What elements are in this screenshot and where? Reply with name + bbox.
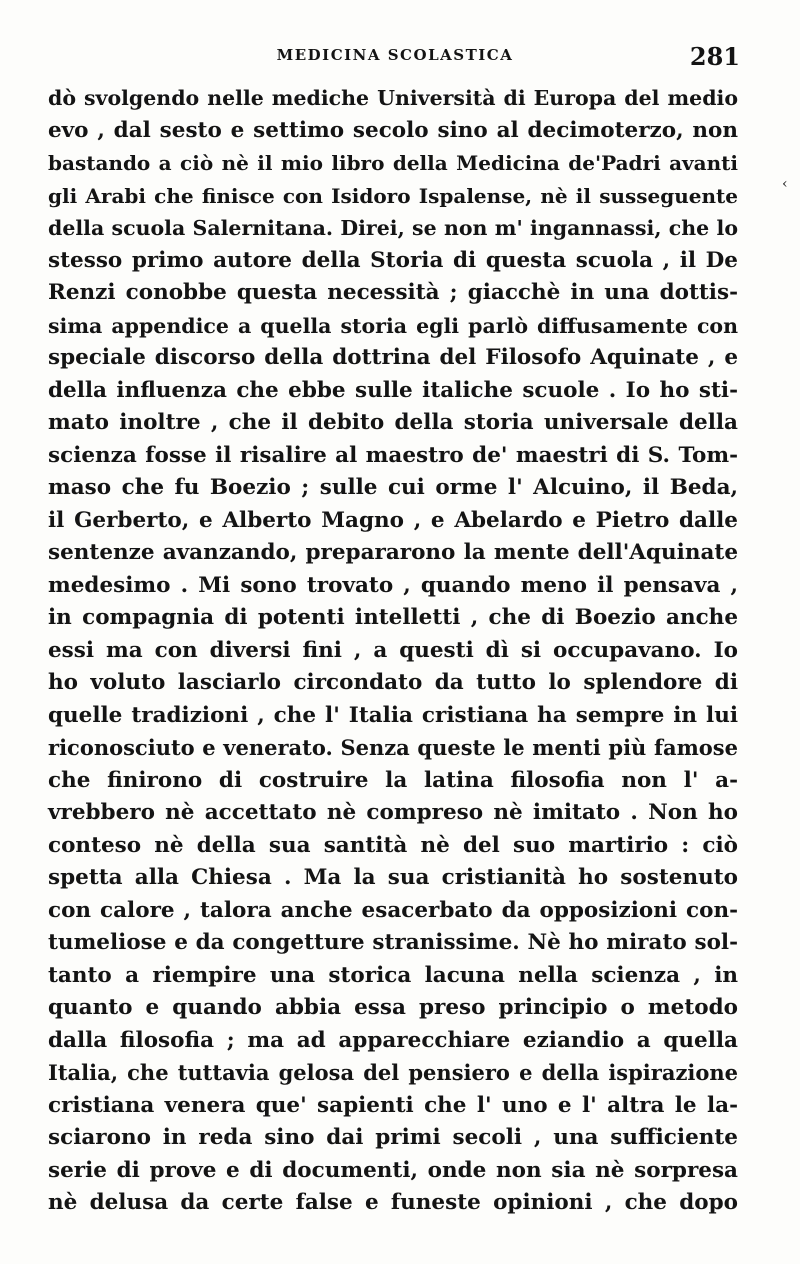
- margin-mark-icon: ‹: [782, 176, 788, 192]
- text-line: speciale discorso della dottrina del Filosofo Aquinate , e: [48, 345, 738, 370]
- text-line: serie di prove e di documenti, onde non sia nè sorpresa: [48, 1157, 738, 1183]
- text-line: vrebbero nè accettato nè compreso nè imitato . Non ho: [48, 800, 738, 825]
- text-line: conteso nè della sua santità nè del suo martirio : ciò: [48, 832, 738, 858]
- text-line: maso che fu Boezio ; sulle cui orme l' Alcuino, il Beda,: [48, 475, 738, 500]
- text-line: sima appendice a quella storia egli parlò diffusamente con: [48, 313, 738, 338]
- running-title: MEDICINA SCOLASTICA: [276, 46, 514, 64]
- text-line: medesimo . Mi sono trovato , quando meno il pensava ,: [48, 572, 738, 598]
- text-line: Renzi conobbe questa necessità ; giacchè in una dottis-: [48, 280, 738, 305]
- text-line: essi ma con diversi fini , a questi dì si occupavano. Io: [48, 637, 738, 663]
- text-line: Italia, che tuttavia gelosa del pensiero e della ispirazione: [48, 1060, 738, 1085]
- text-line: riconosciuto e venerato. Senza queste le menti più famose: [48, 735, 738, 760]
- text-line: che finirono di costruire la latina filosofia non l' a-: [48, 767, 738, 793]
- text-line: dalla filosofia ; ma ad apparecchiare eziandio a quella: [48, 1027, 738, 1053]
- text-line: in compagnia di potenti intelletti , che di Boezio anche: [48, 605, 738, 630]
- text-line: tanto a riempire una storica lacuna nella scienza , in: [48, 962, 738, 988]
- text-line: della influenza che ebbe sulle italiche scuole . Io ho sti-: [48, 377, 738, 403]
- text-line: sciarono in reda sino dai primi secoli , una sufficiente: [48, 1125, 738, 1150]
- text-line: tumeliose e da congetture stranissime. Nè ho mirato sol-: [48, 930, 738, 955]
- text-line: bastando a ciò nè il mio libro della Medicina de'Padri avanti: [48, 151, 738, 175]
- text-line: evo , dal sesto e settimo secolo sino al decimoterzo, non: [48, 117, 738, 143]
- text-line: mato inoltre , che il debito della storia universale della: [48, 410, 738, 435]
- body-text: [48, 82, 738, 1220]
- text-line: con calore , talora anche esacerbato da opposizioni con-: [48, 897, 738, 923]
- text-line: gli Arabi che finisce con Isidoro Ispalense, nè il susseguente: [48, 183, 738, 208]
- text-line: spetta alla Chiesa . Ma la sua cristianità ho sostenuto: [48, 865, 738, 890]
- text-line: quelle tradizioni , che l' Italia cristiana ha sempre in lui: [48, 702, 738, 728]
- text-line: della scuola Salernitana. Direi, se non m' ingannassi, che lo: [48, 216, 738, 240]
- text-line: quanto e quando abbia essa preso principio o metodo: [48, 995, 738, 1020]
- text-line: sentenze avanzando, prepararono la mente dell'Aquinate: [48, 540, 738, 565]
- page-number: 281: [689, 42, 740, 71]
- text-line: cristiana venera que' sapienti che l' uno e l' altra le la-: [48, 1092, 738, 1118]
- text-line: ho voluto lasciarlo circondato da tutto lo splendore di: [48, 670, 738, 695]
- text-line: dò svolgendo nelle mediche Università di Europa del medio: [48, 86, 738, 110]
- text-line: scienza fosse il risalire al maestro de' maestri di S. Tom-: [48, 442, 738, 468]
- text-line: nè delusa da certe false e funeste opinioni , che dopo: [48, 1190, 738, 1215]
- running-header: [50, 42, 740, 72]
- text-line: il Gerberto, e Alberto Magno , e Abelardo e Pietro dalle: [48, 507, 738, 533]
- text-line: stesso primo autore della Storia di questa scuola , il De: [48, 247, 738, 273]
